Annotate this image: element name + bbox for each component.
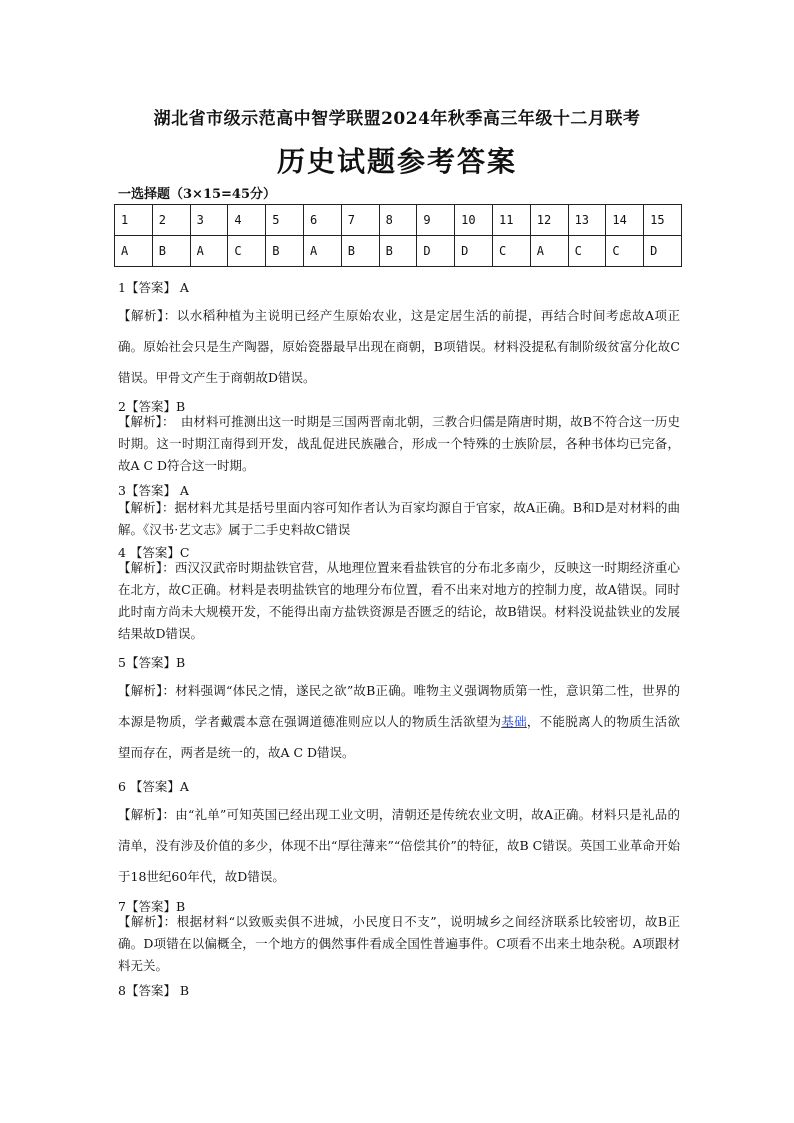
table-cell: 11 xyxy=(492,205,530,236)
table-cell: 7 xyxy=(341,205,379,236)
table-cell: 1 xyxy=(115,205,153,236)
table-cell: D xyxy=(644,236,682,267)
table-cell: A xyxy=(303,236,341,267)
answer-line-3: 3【答案】 A xyxy=(118,483,189,498)
table-cell: A xyxy=(530,236,568,267)
table-cell: C xyxy=(568,236,606,267)
analysis-block-6 xyxy=(118,799,680,892)
table-cell: B xyxy=(152,236,190,267)
table-cell: 2 xyxy=(152,205,190,236)
table-cell: D xyxy=(455,236,493,267)
table-cell: 6 xyxy=(303,205,341,236)
table-cell: 9 xyxy=(417,205,455,236)
basis-link[interactable]: 基础 xyxy=(501,714,527,729)
answer-line-7: 7【答案】B xyxy=(118,899,186,914)
analysis-text-6: 【解析】：由“礼单”可知英国已经出现工业文明，清朝还是传统农业文明，故A正确。材料只是礼品的清单，没有涉及价值的多少，体现不出“厚往薄来”“倍偿其价”的特征，故B C错误。英国工业革命开始于18世纪60年代，故D错误。 xyxy=(118,807,680,884)
answer-table xyxy=(114,204,682,267)
answer-line-5: 5【答案】B xyxy=(118,655,186,670)
analysis-block-4 xyxy=(118,557,680,645)
analysis-block-1 xyxy=(118,300,680,393)
answer-table-answer-row xyxy=(115,236,682,267)
analysis-text-5-b: ，不能脱离人的物质生活欲望而存在，两者是统一的，故A C D错误。 xyxy=(118,714,680,760)
exam-title: 湖北省市级示范高中智学联盟2024年秋季高三年级十二月联考 xyxy=(153,109,641,129)
document-subtitle: 历史试题参考答案 xyxy=(276,145,517,178)
table-cell: A xyxy=(190,236,228,267)
answer-table-number-row xyxy=(115,205,682,236)
answer-line-6: 6 【答案】A xyxy=(118,779,189,794)
analysis-block-7 xyxy=(118,911,680,977)
section-heading: 一选择题（3×15=45分） xyxy=(118,187,277,202)
table-cell: B xyxy=(341,236,379,267)
table-cell: 13 xyxy=(568,205,606,236)
analysis-text-7: 【解析】：根据材料“以致贩卖俱不进城，小民度日不支”，说明城乡之间经济联系比较密切，故B正确。D项错在以偏概全，一个地方的偶然事件看成全国性普遍事件。C项看不出来土地杂税。A项跟材料无关。 xyxy=(118,914,680,973)
analysis-text-2: 【解析】： 由材料可推测出这一时期是三国两晋南北朝，三教合归儒是隋唐时期，故B不符合这一历史时期。这一时期江南得到开发，战乱促进民族融合，形成一个特殊的士族阶层，各种书体均已完备，故A C D符合这一时期。 xyxy=(118,414,680,473)
answer-line-1: 1【答案】 A xyxy=(118,280,189,295)
table-cell: 15 xyxy=(644,205,682,236)
table-cell: 8 xyxy=(379,205,417,236)
table-cell: 14 xyxy=(606,205,644,236)
analysis-text-5 xyxy=(118,675,680,768)
table-cell: 12 xyxy=(530,205,568,236)
analysis-text-5-a: 【解析】：材料强调“体民之情，遂民之欲”故B正确。唯物主义强调物质第一性，意识第二性，世界的本源是物质，学者戴震本意在强调道德准则应以人的物质生活欲望为 xyxy=(118,683,680,729)
analysis-block-2 xyxy=(118,411,680,477)
analysis-block-3 xyxy=(118,497,680,541)
answer-line-8: 8【答案】 B xyxy=(118,983,190,998)
table-cell: C xyxy=(228,236,266,267)
table-cell: B xyxy=(266,236,304,267)
analysis-text-3: 【解析】：据材料尤其是括号里面内容可知作者认为百家均源自于官家，故A正确。B和D是对材料的曲解。《汉书·艺文志》属于二手史料故C错误 xyxy=(118,500,680,537)
table-cell: A xyxy=(115,236,153,267)
table-cell: 4 xyxy=(228,205,266,236)
analysis-text-1: 【解析】：以水稻种植为主说明已经产生原始农业，这是定居生活的前提，再结合时间考虑故A项正确。原始社会只是生产陶器，原始瓷器最早出现在商朝，B项错误。材料没提私有制阶级贫富分化故C错误。甲骨文产生于商朝故D错误。 xyxy=(118,308,680,385)
analysis-block-5 xyxy=(118,675,680,768)
table-cell: B xyxy=(379,236,417,267)
analysis-text-4: 【解析】：西汉汉武帝时期盐铁官营，从地理位置来看盐铁官的分布北多南少，反映这一时期经济重心在北方，故C正确。材料是表明盐铁官的地理分布位置，看不出来对地方的控制力度，故A错误。同时此时南方尚未大规模开发，不能得出南方盐铁资源是否匮乏的结论，故B错误。材料没说盐铁业的发展结果故D错误。 xyxy=(118,560,680,641)
table-cell: C xyxy=(492,236,530,267)
table-cell: 3 xyxy=(190,205,228,236)
table-cell: D xyxy=(417,236,455,267)
answer-line-2: 2【答案】B xyxy=(118,399,186,414)
answer-line-4: 4 【答案】C xyxy=(118,545,190,560)
table-cell: 10 xyxy=(455,205,493,236)
table-cell: C xyxy=(606,236,644,267)
table-cell: 5 xyxy=(266,205,304,236)
